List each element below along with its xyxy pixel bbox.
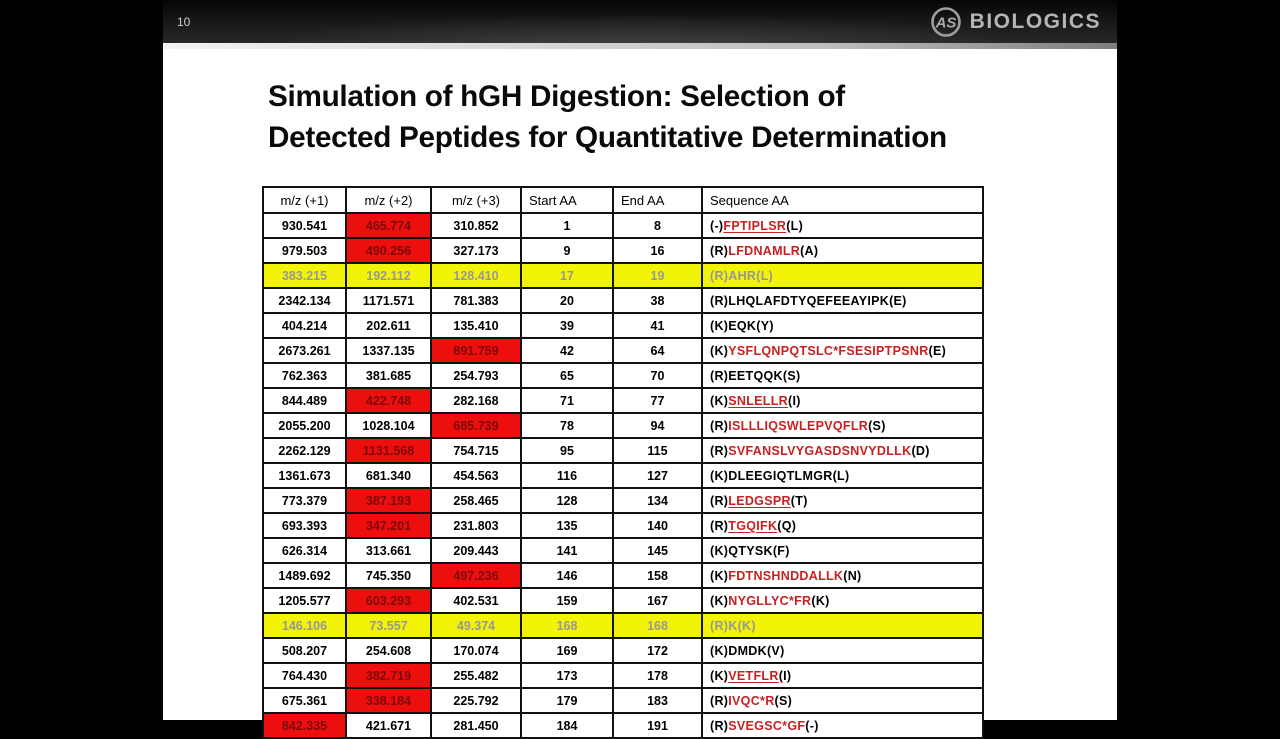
logo-wordmark: BIOLOGICS bbox=[969, 10, 1101, 33]
cell-mz1: 764.430 bbox=[263, 663, 346, 688]
cell-mz1: 844.489 bbox=[263, 388, 346, 413]
cell-mz1: 383.215 bbox=[263, 263, 346, 288]
cell-sequence bbox=[702, 563, 983, 588]
table-row bbox=[263, 713, 983, 738]
cell-mz2: 603.293 bbox=[346, 588, 431, 613]
cell-sequence bbox=[702, 413, 983, 438]
col-header-mz3: m/z (+3) bbox=[431, 187, 521, 213]
table-row bbox=[263, 438, 983, 463]
cell-start: 9 bbox=[521, 238, 613, 263]
cell-end: 115 bbox=[613, 438, 702, 463]
cell-start: 141 bbox=[521, 538, 613, 563]
cell-end: 140 bbox=[613, 513, 702, 538]
cell-end: 134 bbox=[613, 488, 702, 513]
sequence-suffix: (K) bbox=[811, 593, 830, 608]
slide-canvas bbox=[163, 0, 1117, 733]
cell-mz2: 254.608 bbox=[346, 638, 431, 663]
cell-start: 128 bbox=[521, 488, 613, 513]
sequence-prefix: (R) bbox=[710, 443, 729, 458]
cell-mz1: 626.314 bbox=[263, 538, 346, 563]
sequence-suffix: (E) bbox=[889, 293, 907, 308]
cell-start: 184 bbox=[521, 713, 613, 738]
cell-end: 167 bbox=[613, 588, 702, 613]
table-row bbox=[263, 313, 983, 338]
cell-sequence bbox=[702, 638, 983, 663]
cell-end: 178 bbox=[613, 663, 702, 688]
cell-mz2: 382.719 bbox=[346, 663, 431, 688]
sequence-prefix: (K) bbox=[710, 593, 729, 608]
slide-number: 10 bbox=[177, 15, 191, 29]
sequence-core: FDTNSHNDDALLK bbox=[728, 568, 844, 583]
cell-mz3: 310.852 bbox=[431, 213, 521, 238]
sequence-core: YSFLQNPQTSLC*FSESIPTPSNR bbox=[728, 343, 929, 358]
cell-start: 17 bbox=[521, 263, 613, 288]
sequence-prefix: (-) bbox=[710, 218, 724, 233]
cell-start: 159 bbox=[521, 588, 613, 613]
slide-title-line2: Detected Peptides for Quantitative Determination bbox=[268, 121, 947, 154]
sequence-prefix: (R) bbox=[710, 368, 729, 383]
cell-end: 127 bbox=[613, 463, 702, 488]
sequence-suffix: (S) bbox=[782, 368, 801, 383]
cell-start: 95 bbox=[521, 438, 613, 463]
table-row bbox=[263, 213, 983, 238]
cell-mz3: 231.803 bbox=[431, 513, 521, 538]
sequence-core: SNLELLR bbox=[728, 393, 789, 408]
sequence-prefix: (K) bbox=[710, 643, 729, 658]
sequence-core: QTYSK bbox=[728, 543, 773, 558]
cell-mz1: 2055.200 bbox=[263, 413, 346, 438]
cell-mz1: 2342.134 bbox=[263, 288, 346, 313]
cell-mz2: 338.184 bbox=[346, 688, 431, 713]
cell-mz1: 842.335 bbox=[263, 713, 346, 738]
cell-sequence bbox=[702, 588, 983, 613]
sequence-core: ISLLLIQSWLEPVQFLR bbox=[728, 418, 869, 433]
table-header-row bbox=[263, 187, 983, 213]
sequence-core: DMDK bbox=[728, 643, 767, 658]
sequence-core: VETFLR bbox=[728, 668, 779, 683]
cell-mz3: 258.465 bbox=[431, 488, 521, 513]
sequence-prefix: (R) bbox=[710, 243, 729, 258]
sequence-prefix: (K) bbox=[710, 318, 729, 333]
sequence-prefix: (K) bbox=[710, 543, 729, 558]
cell-sequence bbox=[702, 488, 983, 513]
cell-mz1: 1205.577 bbox=[263, 588, 346, 613]
cell-mz2: 202.611 bbox=[346, 313, 431, 338]
cell-mz3: 891.759 bbox=[431, 338, 521, 363]
cell-start: 20 bbox=[521, 288, 613, 313]
col-header-start-aa: Start AA bbox=[521, 187, 613, 213]
sequence-prefix: (R) bbox=[710, 418, 729, 433]
cell-end: 41 bbox=[613, 313, 702, 338]
cell-sequence bbox=[702, 713, 983, 738]
sequence-prefix: (R) bbox=[710, 493, 729, 508]
cell-mz2: 192.112 bbox=[346, 263, 431, 288]
sequence-suffix: (L) bbox=[832, 468, 850, 483]
cell-start: 71 bbox=[521, 388, 613, 413]
sequence-core: EQK bbox=[728, 318, 757, 333]
slide-title-line1: Simulation of hGH Digestion: Selection of bbox=[268, 80, 845, 113]
cell-start: 168 bbox=[521, 613, 613, 638]
cell-mz3: 225.792 bbox=[431, 688, 521, 713]
cell-end: 94 bbox=[613, 413, 702, 438]
cell-sequence bbox=[702, 238, 983, 263]
table-row bbox=[263, 388, 983, 413]
cell-sequence bbox=[702, 263, 983, 288]
cell-end: 191 bbox=[613, 713, 702, 738]
cell-mz2: 387.193 bbox=[346, 488, 431, 513]
col-header-mz2: m/z (+2) bbox=[346, 187, 431, 213]
sequence-core: LEDGSPR bbox=[728, 493, 791, 508]
sequence-prefix: (R) bbox=[710, 618, 729, 633]
cell-mz3: 781.383 bbox=[431, 288, 521, 313]
table-row bbox=[263, 588, 983, 613]
cell-mz2: 1028.104 bbox=[346, 413, 431, 438]
cell-mz1: 1361.673 bbox=[263, 463, 346, 488]
table-row bbox=[263, 663, 983, 688]
cell-sequence bbox=[702, 388, 983, 413]
table-row bbox=[263, 613, 983, 638]
cell-end: 183 bbox=[613, 688, 702, 713]
cell-mz2: 421.671 bbox=[346, 713, 431, 738]
cell-sequence bbox=[702, 313, 983, 338]
cell-mz3: 255.482 bbox=[431, 663, 521, 688]
cell-mz1: 930.541 bbox=[263, 213, 346, 238]
table-row bbox=[263, 538, 983, 563]
cell-end: 172 bbox=[613, 638, 702, 663]
cell-sequence bbox=[702, 213, 983, 238]
table-row bbox=[263, 263, 983, 288]
sequence-core: SVEGSC*GF bbox=[728, 718, 806, 733]
cell-mz3: 402.531 bbox=[431, 588, 521, 613]
cell-start: 1 bbox=[521, 213, 613, 238]
table-row bbox=[263, 363, 983, 388]
cell-mz1: 762.363 bbox=[263, 363, 346, 388]
sequence-suffix: (N) bbox=[843, 568, 862, 583]
cell-end: 64 bbox=[613, 338, 702, 363]
cell-mz1: 773.379 bbox=[263, 488, 346, 513]
cell-mz3: 685.739 bbox=[431, 413, 521, 438]
cell-mz3: 128.410 bbox=[431, 263, 521, 288]
cell-mz3: 754.715 bbox=[431, 438, 521, 463]
cell-start: 42 bbox=[521, 338, 613, 363]
cell-sequence bbox=[702, 663, 983, 688]
sequence-suffix: (I) bbox=[788, 393, 801, 408]
sequence-prefix: (K) bbox=[710, 468, 729, 483]
banner-divider bbox=[163, 43, 1117, 49]
sequence-prefix: (K) bbox=[710, 393, 729, 408]
cell-start: 135 bbox=[521, 513, 613, 538]
table-row bbox=[263, 513, 983, 538]
cell-mz2: 1171.571 bbox=[346, 288, 431, 313]
sequence-prefix: (R) bbox=[710, 718, 729, 733]
sequence-core: DLEEGIQTLMGR bbox=[728, 468, 833, 483]
sequence-core: TGQIFK bbox=[728, 518, 778, 533]
cell-end: 77 bbox=[613, 388, 702, 413]
cell-mz2: 381.685 bbox=[346, 363, 431, 388]
cell-mz3: 454.563 bbox=[431, 463, 521, 488]
cell-sequence bbox=[702, 463, 983, 488]
sequence-suffix: (L) bbox=[786, 218, 804, 233]
sequence-suffix: (F) bbox=[772, 543, 790, 558]
cell-mz1: 2262.129 bbox=[263, 438, 346, 463]
table-row bbox=[263, 463, 983, 488]
slide-top-banner bbox=[163, 0, 1117, 43]
col-header-end-aa: End AA bbox=[613, 187, 702, 213]
cell-mz3: 497.236 bbox=[431, 563, 521, 588]
table-row bbox=[263, 488, 983, 513]
table-row bbox=[263, 688, 983, 713]
sequence-core: NYGLLYC*FR bbox=[728, 593, 812, 608]
sequence-core: FPTIPLSR bbox=[723, 218, 787, 233]
cell-mz2: 347.201 bbox=[346, 513, 431, 538]
cell-mz3: 170.074 bbox=[431, 638, 521, 663]
cell-mz3: 254.793 bbox=[431, 363, 521, 388]
cell-mz1: 979.503 bbox=[263, 238, 346, 263]
cell-start: 173 bbox=[521, 663, 613, 688]
table-row bbox=[263, 338, 983, 363]
cell-mz1: 1489.692 bbox=[263, 563, 346, 588]
col-header-mz1: m/z (+1) bbox=[263, 187, 346, 213]
cell-mz2: 313.661 bbox=[346, 538, 431, 563]
cell-sequence bbox=[702, 613, 983, 638]
cell-mz2: 465.774 bbox=[346, 213, 431, 238]
cell-mz1: 693.393 bbox=[263, 513, 346, 538]
cell-mz3: 49.374 bbox=[431, 613, 521, 638]
cell-start: 39 bbox=[521, 313, 613, 338]
svg-text:AS: AS bbox=[935, 14, 957, 32]
sequence-suffix: (S) bbox=[774, 693, 793, 708]
sequence-suffix: (I) bbox=[778, 668, 792, 683]
cell-mz2: 745.350 bbox=[346, 563, 431, 588]
cell-sequence bbox=[702, 338, 983, 363]
sequence-suffix: (-) bbox=[805, 718, 819, 733]
sequence-prefix: (K) bbox=[710, 668, 729, 683]
sequence-core: AHR bbox=[728, 268, 757, 283]
slide-title bbox=[268, 76, 1090, 158]
company-logo bbox=[930, 5, 1101, 39]
sequence-suffix: (Q) bbox=[777, 518, 797, 533]
cell-end: 145 bbox=[613, 538, 702, 563]
cell-start: 116 bbox=[521, 463, 613, 488]
cell-sequence bbox=[702, 363, 983, 388]
sequence-core: LHQLAFDTYQEFEEAYIPK bbox=[728, 293, 890, 308]
cell-mz1: 2673.261 bbox=[263, 338, 346, 363]
cell-end: 8 bbox=[613, 213, 702, 238]
cell-start: 78 bbox=[521, 413, 613, 438]
table-row bbox=[263, 238, 983, 263]
cell-mz2: 490.256 bbox=[346, 238, 431, 263]
cell-end: 70 bbox=[613, 363, 702, 388]
sequence-core: K bbox=[728, 618, 738, 633]
cell-mz2: 73.557 bbox=[346, 613, 431, 638]
sequence-suffix: (T) bbox=[790, 493, 808, 508]
col-header-sequence: Sequence AA bbox=[702, 187, 983, 213]
sequence-core: EETQQK bbox=[728, 368, 783, 383]
sequence-suffix: (S) bbox=[868, 418, 886, 433]
cell-mz2: 422.748 bbox=[346, 388, 431, 413]
sequence-prefix: (R) bbox=[710, 268, 729, 283]
sequence-core: LFDNAMLR bbox=[728, 243, 801, 258]
cell-mz3: 135.410 bbox=[431, 313, 521, 338]
cell-mz2: 681.340 bbox=[346, 463, 431, 488]
sequence-suffix: (V) bbox=[766, 643, 785, 658]
cell-mz3: 281.450 bbox=[431, 713, 521, 738]
table-row bbox=[263, 563, 983, 588]
sequence-core: SVFANSLVYGASDSNVYDLLK bbox=[728, 443, 912, 458]
cell-start: 179 bbox=[521, 688, 613, 713]
cell-end: 38 bbox=[613, 288, 702, 313]
sequence-suffix: (A) bbox=[800, 243, 819, 258]
cell-end: 168 bbox=[613, 613, 702, 638]
sequence-suffix: (Y) bbox=[756, 318, 774, 333]
cell-sequence bbox=[702, 438, 983, 463]
sequence-prefix: (R) bbox=[710, 293, 729, 308]
sequence-prefix: (K) bbox=[710, 568, 729, 583]
cell-end: 16 bbox=[613, 238, 702, 263]
cell-sequence bbox=[702, 513, 983, 538]
cell-start: 146 bbox=[521, 563, 613, 588]
cell-start: 169 bbox=[521, 638, 613, 663]
cell-mz1: 508.207 bbox=[263, 638, 346, 663]
table-row bbox=[263, 288, 983, 313]
sequence-suffix: (E) bbox=[928, 343, 947, 358]
cell-end: 158 bbox=[613, 563, 702, 588]
sequence-suffix: (D) bbox=[911, 443, 930, 458]
sequence-prefix: (R) bbox=[710, 693, 729, 708]
logo-circle-icon bbox=[930, 6, 962, 38]
cell-sequence bbox=[702, 288, 983, 313]
table-row bbox=[263, 413, 983, 438]
sequence-prefix: (R) bbox=[710, 518, 729, 533]
sequence-suffix: (K) bbox=[737, 618, 756, 633]
cell-end: 19 bbox=[613, 263, 702, 288]
cell-mz1: 146.106 bbox=[263, 613, 346, 638]
sequence-prefix: (K) bbox=[710, 343, 729, 358]
peptide-table bbox=[262, 186, 984, 739]
sequence-suffix: (L) bbox=[756, 268, 774, 283]
cell-sequence bbox=[702, 538, 983, 563]
cell-mz3: 282.168 bbox=[431, 388, 521, 413]
table-row bbox=[263, 638, 983, 663]
cell-sequence bbox=[702, 688, 983, 713]
cell-mz2: 1131.568 bbox=[346, 438, 431, 463]
cell-mz3: 209.443 bbox=[431, 538, 521, 563]
sequence-core: IVQC*R bbox=[728, 693, 775, 708]
cell-mz1: 675.361 bbox=[263, 688, 346, 713]
cell-mz3: 327.173 bbox=[431, 238, 521, 263]
cell-start: 65 bbox=[521, 363, 613, 388]
cell-mz2: 1337.135 bbox=[346, 338, 431, 363]
cell-mz1: 404.214 bbox=[263, 313, 346, 338]
